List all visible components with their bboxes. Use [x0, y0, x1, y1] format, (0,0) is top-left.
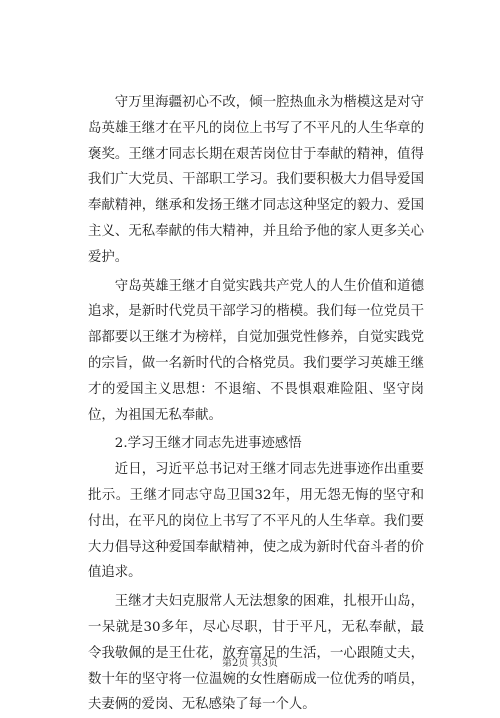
- section-heading: 2.学习王继才同志先进事迹感悟: [114, 436, 302, 452]
- paragraph: 守岛英雄王继才自觉实践共产党人的人生价值和道德追求，是新时代党员干部学习的楷模。我们每一位党员干部都要以王继才为榜样，自觉加强党性修养，自觉实践党的宗旨，做一名新时代的合格党员。我们要学习英雄王继才的爱国主义思想：不退缩、不畏惧艰难险阻、坚守岗位，为祖国无私奉献。: [88, 278, 424, 423]
- page-footer: [0, 654, 500, 669]
- paragraph: 近日，习近平总书记对王继才同志先进事迹作出重要批示。王继才同志守岛卫国32年，用无怨无悔的坚守和付出，在平凡的岗位上书写了不平凡的人生华章。我们要大力倡导这种爱国奉献精神，使之成为新时代奋斗者的价值追求。: [88, 462, 424, 581]
- paragraph: 王继才夫妇克服常人无法想象的困难，扎根开山岛，一呆就是30多年，尽心尽职，甘于平凡，无私奉献，最令我敬佩的是王仕花，放弃富足的生活，一心跟随丈夫，数十年的坚守将一位温婉的女性磨砺成一位优秀的哨员，夫妻俩的爱岗、无私感染了每一个人。: [88, 594, 424, 713]
- paragraph: 守万里海疆初心不改，倾一腔热血永为楷模这是对守岛英雄王继才在平凡的岗位上书写了不平凡的人生华章的褒奖。王继才同志长期在艰苦岗位甘于奉献的精神，值得我们广大党员、干部职工学习。我们要积极大力倡导爱国奉献精神，继承和发扬王继才同志这种坚定的毅力、爱国主义、无私奉献的伟大精神，并且给予他的家人更多关心爱护。: [88, 95, 424, 265]
- page-number-label: 第2页 共3页: [222, 658, 278, 669]
- document-body: [88, 90, 424, 718]
